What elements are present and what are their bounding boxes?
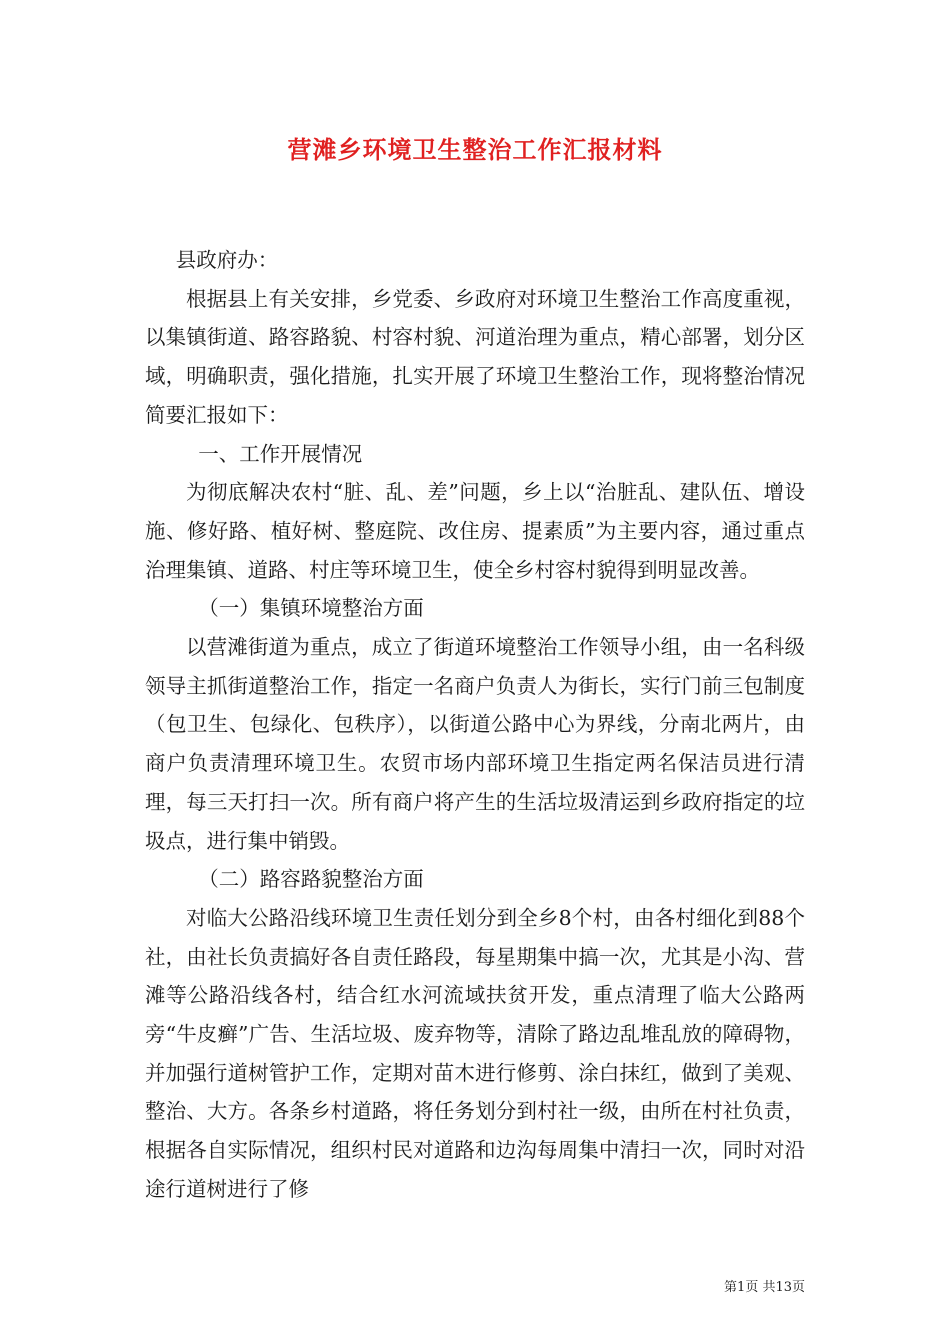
paragraph-intro: 根据县上有关安排，乡党委、乡政府对环境卫生整治工作高度重视，以集镇街道、路容路貌、村容村貌、河道治理为重点，精心部署，划分区域，明确职责，强化措施，扎实开展了环境卫生整治工作，现将整治情况简要汇报如下：: [145, 286, 805, 427]
section-heading-work-status: 一、工作开展情况: [198, 441, 363, 466]
subheading-road-appearance: （二）路容路貌整治方面: [198, 867, 424, 892]
paragraph-overview: 为彻底解决农村“脏、乱、差”问题，乡上以“治脏乱、建队伍、增设施、修好路、植好树、整庭院、改住房、提素质”为主要内容，通过重点治理集镇、道路、村庄等环境卫生，使全乡村容村貌得到明显改善。: [145, 480, 805, 582]
subheading-town-environment: （一）集镇环境整治方面: [198, 596, 424, 621]
document-title: 营滩乡环境卫生整治工作汇报材料: [287, 135, 663, 164]
salutation: 县政府办：: [175, 248, 279, 272]
document-body: [145, 241, 805, 1209]
page-number-footer: 第1页 共13页: [724, 1280, 805, 1295]
paragraph-road-appearance: 对临大公路沿线环境卫生责任划分到全乡8个村，由各村细化到88个社，由社长负责搞好各自责任路段，每星期集中搞一次，尤其是小沟、营滩等公路沿线各村，结合红水河流域扶贫开发，重点清理了临大公路两旁“牛皮癣”广告、生活垃圾、废弃物等，清除了路边乱堆乱放的障碍物，并加强行道树管护工作，定期对苗木进行修剪、涂白抹红，做到了美观、整治、大方。各条乡村道路，将任务划分到村社一级，由所在村社负责，根据各自实际情况，组织村民对道路和边沟每周集中清扫一次，同时对沿途行道树进行了修: [145, 905, 805, 1201]
paragraph-town-environment: 以营滩街道为重点，成立了街道环境整治工作领导小组，由一名科级领导主抓街道整治工作，指定一名商户负责人为街长，实行门前三包制度（包卫生、包绿化、包秩序），以街道公路中心为界线，分南北两片，由商户负责清理环境卫生。农贸市场内部环境卫生指定两名保洁员进行清理，每三天打扫一次。所有商户将产生的生活垃圾清运到乡政府指定的垃圾点，进行集中销毁。: [145, 635, 805, 853]
